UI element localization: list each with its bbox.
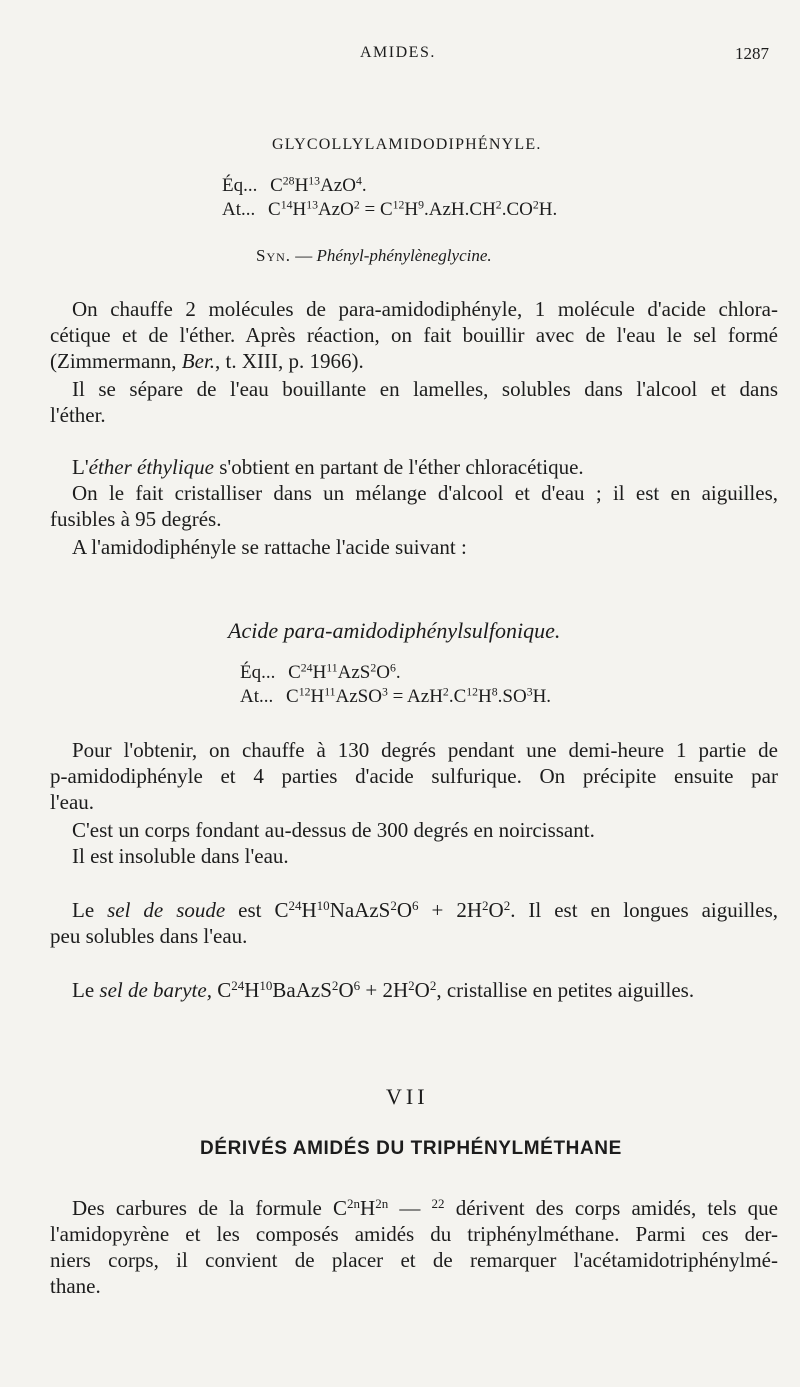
paragraph-line — [50, 349, 778, 374]
formula-segment: = AzH — [387, 686, 443, 707]
text-run: Le — [72, 898, 108, 922]
paragraph-line: Pour l'obtenir, on chauffe à 130 degrés pendant une demi-heure 1 partie de — [72, 738, 778, 762]
formula-segment: + 2H — [360, 978, 409, 1002]
running-head-title: AMIDES. — [360, 44, 436, 61]
text-run: — — [388, 1196, 432, 1220]
text-run: , t. XIII, p. 1966). — [215, 349, 364, 373]
formula-segment: H — [312, 662, 327, 683]
formula-segment: O — [396, 898, 413, 922]
formula-superscript: 2 — [503, 897, 511, 913]
paragraph-line: cétique et de l'éther. Après réaction, on fait bouillir avec de l'eau le sel formé — [50, 323, 778, 347]
text-run: Le — [72, 978, 100, 1002]
formula-segment: C — [268, 199, 281, 220]
formula-segment: .SO — [497, 686, 527, 707]
formula-superscript: 24 — [288, 897, 302, 913]
formula-superscript: 2 — [442, 685, 449, 699]
paragraph-line — [72, 898, 778, 923]
text-run: est — [225, 898, 275, 922]
formula-label: Éq... — [240, 662, 276, 683]
paragraph-line: niers corps, il convient de placer et de remarquer l'acétamidotriphénylmé- — [50, 1248, 778, 1272]
paragraph-line: thane. — [50, 1274, 101, 1298]
formula-superscript: 9 — [418, 198, 425, 212]
formula-superscript: 10 — [259, 977, 273, 993]
formula-text — [268, 199, 557, 220]
formula-superscript: 2 — [482, 897, 489, 913]
formula-superscript: 12 — [392, 198, 405, 212]
paragraph-line — [72, 1196, 778, 1221]
formula-segment: O — [488, 898, 504, 922]
paragraph-line: l'éther. — [50, 403, 106, 427]
paragraph-line: On le fait cristalliser dans un mélange d'alcool et d'eau ; il est en aiguilles, — [72, 481, 778, 505]
page-number: 1287 — [735, 44, 769, 63]
formula-superscript: 6 — [412, 897, 419, 913]
formula-segment: H — [244, 978, 260, 1002]
formula-superscript: 2 — [353, 198, 360, 212]
paragraph-line: l'amidopyrène et les composés amidés du triphénylméthane. Parmi ces der- — [50, 1222, 778, 1246]
paragraph-line: A l'amidodiphényle se rattache l'acide suivant : — [72, 535, 467, 559]
formula-superscript: 3 — [526, 685, 533, 699]
formula-segment: H — [301, 898, 317, 922]
formula-segment: C — [274, 898, 289, 922]
formula-segment: H — [294, 175, 309, 196]
formula-superscript: 2 — [429, 977, 437, 993]
formula-segment: H. — [532, 686, 552, 707]
superscript: 22 — [431, 1195, 445, 1211]
italic-term: sel de baryte, — [99, 978, 212, 1002]
formula-superscript: 2 — [408, 977, 415, 993]
formula-text — [288, 662, 401, 683]
formula-superscript: 2 — [331, 977, 339, 993]
paragraph-line: C'est un corps fondant au-dessus de 300 degrés en noircissant. — [72, 818, 595, 842]
formula-superscript: 2 — [390, 897, 397, 913]
formula-segment: .AzH.CH — [424, 199, 496, 220]
formula-segment: AzS — [337, 662, 371, 683]
formula-segment: . — [395, 662, 401, 683]
text-run: s'obtient en partant de l'éther chloracétique. — [214, 455, 584, 479]
formula-segment: C — [288, 662, 301, 683]
text-run: cristallise en petites aiguilles. — [441, 978, 695, 1002]
atomic-formula — [240, 686, 551, 708]
formula-superscript: 28 — [282, 174, 295, 188]
formula-superscript: 10 — [316, 897, 330, 913]
formula-superscript: 12 — [298, 685, 311, 699]
formula-segment: + 2H — [418, 898, 482, 922]
italic-term: éther éthylique — [88, 455, 214, 479]
formula-segment: H — [478, 686, 492, 707]
text-run: Il est en longues aiguilles, — [515, 898, 778, 922]
chapter-number: VII — [386, 1084, 429, 1109]
formula-segment: NaAzS — [329, 898, 391, 922]
paragraph-line — [72, 978, 778, 1003]
text-run: H — [360, 1196, 376, 1220]
formula-segment: AzO — [320, 175, 356, 196]
formula-segment: O — [414, 978, 430, 1002]
italic-term: sel de soude — [107, 898, 226, 922]
equivalent-formula — [222, 175, 367, 197]
formula-superscript: 2 — [370, 661, 377, 675]
formula-segment: .C — [448, 686, 467, 707]
formula-segment: .CO — [501, 199, 533, 220]
synonym-line — [256, 246, 492, 266]
paragraph-line: fusibles à 95 degrés. — [50, 507, 222, 531]
paragraph-line — [72, 455, 778, 480]
synonym-text: Phényl-phénylèneglycine. — [316, 246, 492, 265]
section-title-glycollyl: GLYCOLLYLAMIDODIPHÉNYLE. — [272, 136, 542, 153]
formula-segment: H — [310, 686, 325, 707]
formula-label: At... — [240, 686, 274, 707]
formula-segment: H — [404, 199, 419, 220]
paragraph-line: On chauffe 2 molécules de para-amidodiphényle, 1 molécule d'acide chlora- — [72, 297, 778, 321]
synonym-label: Syn. — [256, 246, 292, 265]
formula-segment: . — [361, 175, 367, 196]
formula-superscript: 24 — [231, 977, 245, 993]
formula-superscript: 6 — [390, 661, 396, 675]
formula-superscript: 2 — [495, 198, 502, 212]
equivalent-formula — [240, 662, 401, 684]
formula-segment: H — [292, 199, 307, 220]
formula-superscript: 3 — [381, 685, 388, 699]
formula-segment: AzO — [317, 199, 354, 220]
formula-segment: = C — [359, 199, 393, 220]
chapter-title: DÉRIVÉS AMIDÉS DU TRIPHÉNYLMÉTHANE — [200, 1138, 622, 1159]
formula-superscript: 11 — [326, 661, 338, 675]
paragraph-line: l'eau. — [50, 790, 95, 814]
formula-segment: H. — [538, 199, 558, 220]
formula-segment: C — [286, 686, 299, 707]
formula-superscript: 8 — [491, 685, 498, 699]
paragraph-line: peu solubles dans l'eau. — [50, 924, 248, 948]
synonym-dash: — — [291, 246, 317, 265]
formula-superscript: 24 — [300, 661, 313, 675]
formula-segment: C — [270, 175, 283, 196]
formula-superscript: 6 — [353, 977, 361, 993]
formula-segment: . — [510, 898, 516, 922]
superscript: 2n — [347, 1195, 361, 1211]
formula-superscript: 11 — [324, 685, 336, 699]
formula-text — [212, 978, 442, 1002]
formula-text — [274, 898, 515, 922]
formula-label: At... — [222, 199, 256, 220]
superscript: 2n — [375, 1195, 389, 1211]
formula-segment: O — [376, 662, 390, 683]
formula-text — [286, 686, 551, 707]
formula-segment: BaAzS — [272, 978, 332, 1002]
atomic-formula — [222, 199, 557, 221]
text-run: Des carbures de la formule C — [72, 1196, 348, 1220]
formula-superscript: 12 — [466, 685, 479, 699]
paragraph-line: Il est insoluble dans l'eau. — [72, 844, 289, 868]
paragraph-line: p-amidodiphényle et 4 parties d'acide sulfurique. On précipite ensuite par — [50, 764, 778, 788]
formula-superscript: 13 — [306, 198, 318, 212]
formula-segment: AzSO — [335, 686, 382, 707]
paragraph-line: Il se sépare de l'eau bouillante en lamelles, solubles dans l'alcool et dans — [72, 377, 778, 401]
formula-segment: O — [338, 978, 354, 1002]
formula-text — [270, 175, 366, 196]
text-run: L' — [72, 455, 89, 479]
formula-label: Éq... — [222, 175, 258, 196]
formula-segment: C — [211, 978, 232, 1002]
formula-superscript: 2 — [532, 198, 539, 212]
section-title-sulfonic: Acide para-amidodiphénylsulfonique. — [228, 618, 561, 643]
formula-superscript: 14 — [280, 198, 293, 212]
journal-reference: Ber. — [181, 349, 216, 373]
text-run: (Zimmermann, — [50, 349, 182, 373]
formula-superscript: 13 — [308, 174, 321, 188]
text-run: dérivent des corps amidés, tels que — [444, 1196, 778, 1220]
formula-segment: , — [436, 978, 442, 1002]
formula-superscript: 4 — [355, 174, 362, 188]
